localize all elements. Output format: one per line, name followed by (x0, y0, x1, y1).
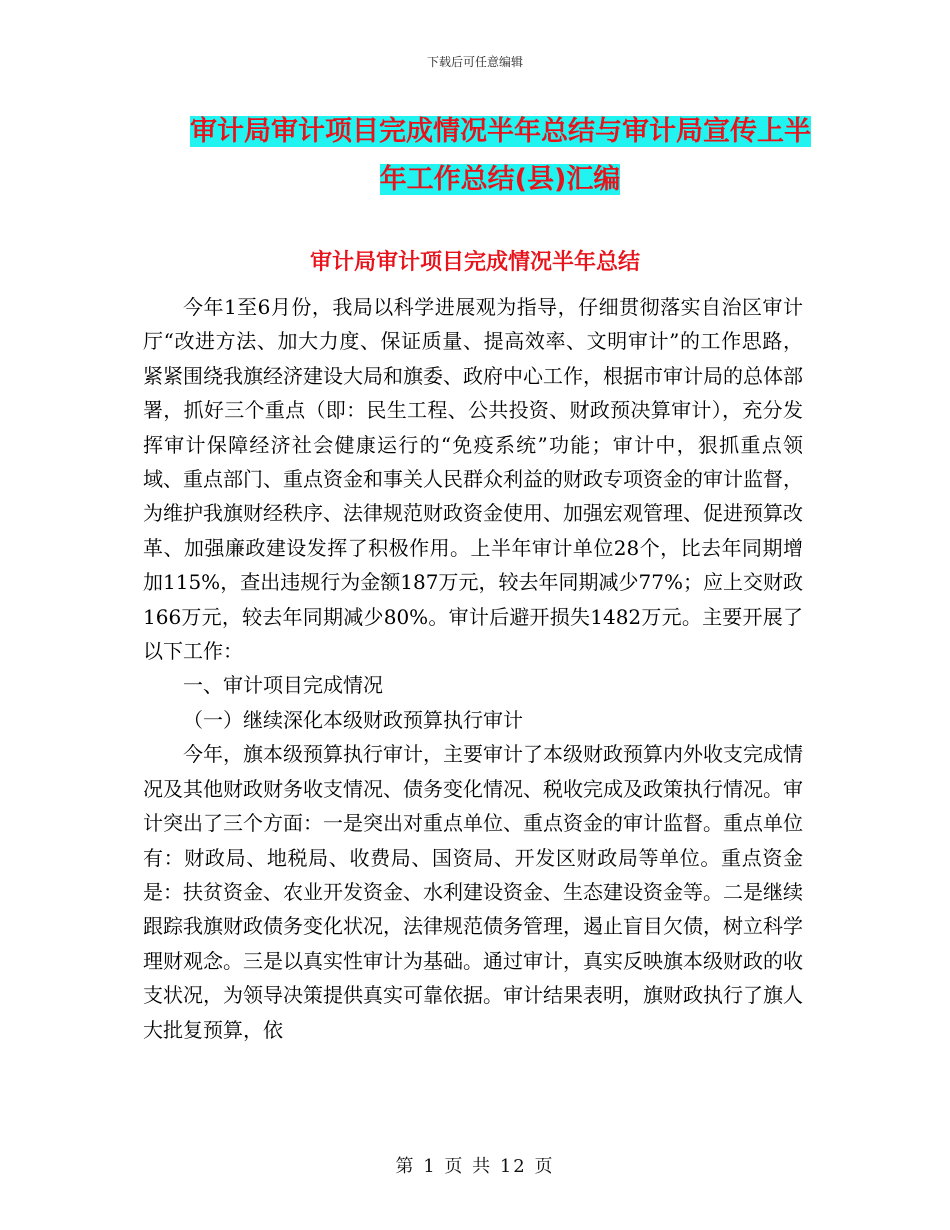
document-title (190, 108, 810, 204)
document-body (143, 290, 803, 1047)
title-line-1: 审计局审计项目完成情况半年总结与审计局宣传上半 (190, 116, 811, 147)
page-footer: 第 1 页 共 12 页 (395, 1156, 555, 1177)
heading-level-1: 一、审计项目完成情况 (183, 673, 383, 698)
paragraph-budget-audit: 今年，旗本级预算执行审计，主要审计了本级财政预算内外收支完成情况及其他财政财务收支情况、债务变化情况、税收完成及政策执行情况。审计突出了三个方面：一是突出对重点单位、重点资金的审计监督。重点单位有：财政局、地税局、收费局、国资局、开发区财政局等单位。重点资金是：扶贫资金、农业开发资金、水利建设资金、生态建设资金等。二是继续跟踪我旗财政债务变化状况，法律规范债务管理，遏止盲目欠债，树立科学理财观念。三是以真实性审计为基础。通过审计，真实反映旗本级财政的收支状况，为领导决策提供真实可靠依据。审计结果表明，旗财政执行了旗人大批复预算，依 (143, 742, 803, 1042)
title-line-2: 年工作总结(县)汇编 (379, 164, 621, 195)
paragraph-intro: 今年1至6月份，我局以科学进展观为指导，仔细贯彻落实自治区审计厅“改进方法、加大力度、保证质量、提高效率、文明审计”的工作思路，紧紧围绕我旗经济建设大局和旗委、政府中心工作，根据市审计局的总体部署，抓好三个重点（即：民生工程、公共投资、财政预决算审计），充分发挥审计保障经济社会健康运行的“免疫系统”功能；审计中，狠抓重点领域、重点部门、重点资金和事关人民群众利益的财政专项资金的审计监督，为维护我旗财经秩序、法律规范财政资金使用、加强宏观管理、促进预算改革、加强廉政建设发挥了积极作用。上半年审计单位28个，比去年同期增加115%，查出违规行为金额187万元，较去年同期减少77%；应上交财政166万元，较去年同期减少80%。审计后避开损失1482万元。主要开展了以下工作： (143, 295, 803, 664)
header-note: 下载后可任意编辑 (426, 55, 523, 69)
section-title: 审计局审计项目完成情况半年总结 (309, 250, 640, 275)
heading-level-2: （一）继续深化本级财政预算执行审计 (183, 707, 523, 732)
